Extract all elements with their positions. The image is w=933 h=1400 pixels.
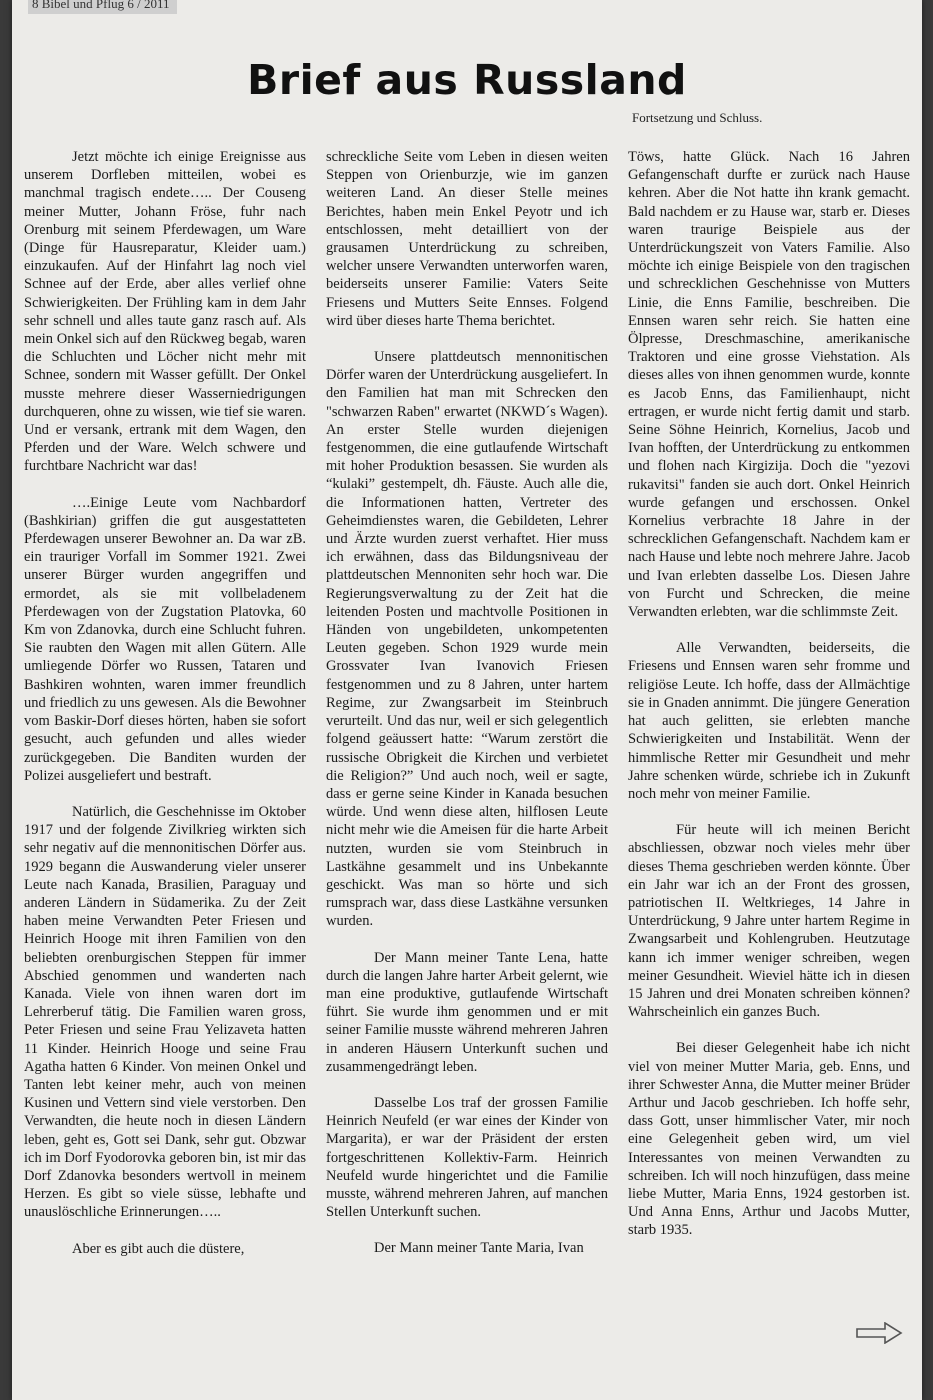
magazine-page [12, 0, 922, 1400]
paragraph: Jetzt möchte ich einige Ereignisse aus unserem Dorfleben mitteilen, wobei es manchmal tragisch endete….. Der Couseng meiner Mutter, Johann Fröse, fuhr nach Orenburg mit seinem Pferdewagen, um Ware (Dinge für Hausreparatur, Kleider uam.) einzukaufen. Auf der Hinfahrt lag noch viel Schnee auf der Erde, aber alles verlief ohne Schwierigkeiten. Der Frühling kam in dem Jahr sehr schnell und alles taute ganz rasch auf. Als mein Onkel sich auf den Rückweg begab, waren die Schluchten und Löcher nicht mehr mit Schnee, sondern mit Wasser gefüllt. Der Onkel musste mehrere dieser Wasserniedrigungen durchqueren, ohne zu wissen, wie tief sie waren. Und er versank, ertrank mit dem Wagen, den Pferden und der Ware. Welch schwere und furchtbare Nachricht war das! [24, 149, 306, 475]
paragraph: ….Einige Leute vom Nachbardorf (Bashkirian) griffen die gut ausgestatteten Pferdewagen unserer Bewohner an. Da war zB. ein trauriger Vorfall im Sommer 1921. Zwei unserer Bürger wurden angegriffen und ermordet, als sie mit vollbeladenem Pferdewagen von der Zugstation Platovka, 60 Km von Zdanovka, durch eine Schlucht fuhren. Sie raubten den Wagen mit allen Gütern. Alle umliegende Dörfer wo Russen, Tataren und Bashkiren wohnten, waren immer freundlich und friedlich zu uns gewesen. Als die Bewohner vom Baskir-Dorf dieses hörten, haben sie sofort gesucht, auch gefunden und alles wieder zurückgegeben. Die Banditen wurden der Polizei ausgeliefert und bestraft. [24, 494, 306, 784]
paragraph: Alle Verwandten, beiderseits, die Friesens und Ennsen waren sehr fromme und religiöse Leute. Ich hoffe, dass der Allmächtige sie in Gnaden annimmt. Die jüngere Generation hat auch gelitten, sie erlebten manche Schwierigkeiten und Instabilität. Wenn der himmlische Retter mir Gesundheit und mehr Jahre schenken würde, schriebe ich in Zukunft noch mehr von meiner Familie. [628, 640, 910, 802]
text-column-2 [326, 148, 608, 1276]
article-title: Brief aus Russland [247, 56, 687, 104]
paragraph: Dasselbe Los traf der grossen Familie Heinrich Neufeld (er war eines der Kinder von Margarita), er war der Präsident der ersten fortgeschrittenen Kollektiv-Farm. Heinrich Neufeld wurde hingerichtet und die Familie musste, während mehreren Jahren, auf manchen Stellen Unterkunft suchen. [326, 1094, 608, 1221]
continue-arrow-icon [855, 1322, 903, 1344]
paragraph: Natürlich, die Geschehnisse im Oktober 1917 und der folgende Zivilkrieg wirkten sich sehr negativ auf die mennonitischen Dörfer aus. 1929 begann die Auswanderung vieler unserer Leute nach Kanada, Brasilien, Paraguay und anderen Ländern in Südamerika. Zu der Zeit haben meine Verwandten Peter Friesen und Heinrich Hooge mit ihren Familien von den beliebten orenburgischen Steppen für immer Abschied genommen und wanderten nach Kanada. Viele von ihnen waren dort im Lehrerberuf tätig. Die Familien waren gross, Peter Friesen und seine Frau Yelizaveta hatten 11 Kinder. Heinrich Hooge und seine Frau Agatha hatten 6 Kinder. Von meinen Onkel und Tanten lebt keiner mehr, auch von meinen Kusinen und Vettern sind viele verstorben. Den Verwandten, die heute noch in diesen Ländern leben, geht es, Gott sei Dank, sehr gut. Obzwar ich im Dorf Fyodorovka geboren bin, ist mir das Dorf Zdanovka besonders wertvoll in meinem Herzen. Es gibt so viele süsse, lebhafte und unauslöschliche Erinnerungen….. [24, 803, 306, 1221]
paragraph: schreckliche Seite vom Leben in diesen weiten Steppen von Orienburzje, wie im ganzen weiteren Land. An dieser Stelle meines Berichtes, haben mein Enkel Peyotr und ich entschlossen, meht detailliert von der grausamen Unterdrückung zu schreiben, welcher unsere Verwandten unterworfen waren, beiderseits unserer Familie: Vaters Seite Friesens und Mutters Seite Ennses. Folgend wird über dieses harte Thema berichtet. [326, 149, 608, 329]
text-column-1 [24, 148, 306, 1276]
paragraph: Unsere plattdeutsch mennonitischen Dörfer waren der Unterdrückung ausgeliefert. In den Familien hat man mit Schrecken den "schwarzen Raben" erwartet (NKWD´s Wagen). An erster Stelle wurden diejenigen festgenommen, die eine gutlaufende Wirtschaft mit hoher Produktion besassen. Sie wurden als “kulaki” gestempelt, dh. Fäuste. Auch alle die, die Informationen hatten, Vertreter des Geheimdienstes waren, die Gebildeten, Lehrer und Ärzte wurden zuerst verhaftet. Hier muss ich erwähnen, dass das Bildungsniveau der plattdeutschen Mennoniten sehr hoch war. Die Regierungsverwaltung zu der Zeit hat die leitenden Posten und machtvolle Positionen in Händen von ungebildeten, unkompetenten Leuten gegeben. Schon 1929 wurde mein Grossvater Ivan Ivanovich Friesen festgenommen und zu 8 Jahren, unter hartem Regime, zur Zwangsarbeit im Steinbruch verurteilt. Und das nur, weil er sich gelegentlich folgend geäussert hatte: “Warum zerstört die russische Obrigkeit die Kirchen und verbietet die Religion?” Und auch noch, weil er sagte, dass er gerne seine Kinder in Kanada besuchen würde. Und wenn diese alten, hilflosen Leute nicht mehr wie die Ameisen für die harte Arbeit nutzten, wurden sie vom Steinbruch in Lastkähne gesammelt und ins Unbekannte geschickt. Was man so hörte und sich rumsprach war, dass diese Lastkähne versunken wurden. [326, 349, 608, 930]
paragraph: Für heute will ich meinen Bericht abschliessen, obzwar noch vieles mehr über dieses Thema geschrieben werden könnte. Über ein Jahr war ich an der Front des grossen, patriotischen II. Weltkrieges, 14 Jahre in Unterdrückung, 9 Jahre unter hartem Regime in Zwangsarbeit und Kohlengruben. Heutzutage kann ich immer weniger schreiben, wegen meiner Gesundheit. Wieviel hätte ich in diesen 15 Jahren und drei Monaten schreiben können? Wahrscheinlich ein ganzes Buch. [628, 822, 910, 1021]
paragraph: Der Mann meiner Tante Lena, hatte durch die langen Jahre harter Arbeit gelernt, wie man eine produktive, gutlaufende Wirtschaft führt. Sie wurde ihm genommen und er mit seiner Familie musste während mehreren Jahren in anderen Häusern Unterkunft suchen und zusammengedrängt leben. [326, 949, 608, 1075]
paragraph: Bei dieser Gelegenheit habe ich nicht viel von meiner Mutter Maria, geb. Enns, und ihrer Schwester Anna, die Mutter meiner Brüder Arthur und Jacob geschrieben. Ich hoffe sehr, dass Gott, unser himmlischer Vater, mir noch eine Gelegenheit geben wird, um viel Interessantes von meinen Verwandten zu schreiben. Ich will noch hinzufügen, dass meine liebe Mutter, Maria Enns, 1924 gestorben ist. Und Anna Enns, Arthur und Jacobs Mutter, starb 1935. [628, 1040, 910, 1239]
paragraph: Aber es gibt auch die düstere, [72, 1240, 245, 1257]
paragraph: Töws, hatte Glück. Nach 16 Jahren Gefangenschaft durfte er zurück nach Hause kehren. Aber die Not hatte ihn krank gemacht. Bald nachdem er zu Hause war, starb er. Dieses waren traurige Beispiele aus der Unterdrückungszeit von Vaters Familie. Also möchte ich einige Beispiele von den tragischen und schrecklichen Geschehnisse von Mutters Linie, die Enns Familie, beschreiben. Die Ennsen waren sehr reich. Sie hatten eine Ölpresse, Dreschmaschine, amerikanische Traktoren und eine grosse Viehstation. Als dieses alles von ihnen genommen wurde, konnte es Jacob Enns, das Familienhaupt, nicht ertragen, er wurde nicht fertig damit und starb. Seine Söhne Heinrich, Kornelius, Jacob und Ivan hofften, der Unterdrückung zu entkommen und flohen nach Kirgizija. Doch die "yezovi rukavitsi" fanden sie auch dort. Onkel Heinrich wurde gefangen und erschossen. Onkel Kornelius verbrachte 18 Jahre in der schrecklichen Gefangenschaft. Nachdem kam er nach Hause und lebte noch mehrere Jahre. Jacob und Ivan erlebten dasselbe Los. Diesen Jahre von Furcht und Schrecken, die meine Verwandten erlebten, war die schlimmste Zeit. [628, 149, 910, 621]
paragraph: Der Mann meiner Tante Maria, Ivan [374, 1240, 584, 1257]
article-subtitle: Fortsetzung und Schluss. [632, 110, 763, 125]
running-head: 8 Bibel und Pflug 6 / 2011 [28, 0, 177, 14]
text-column-3 [628, 148, 910, 1258]
